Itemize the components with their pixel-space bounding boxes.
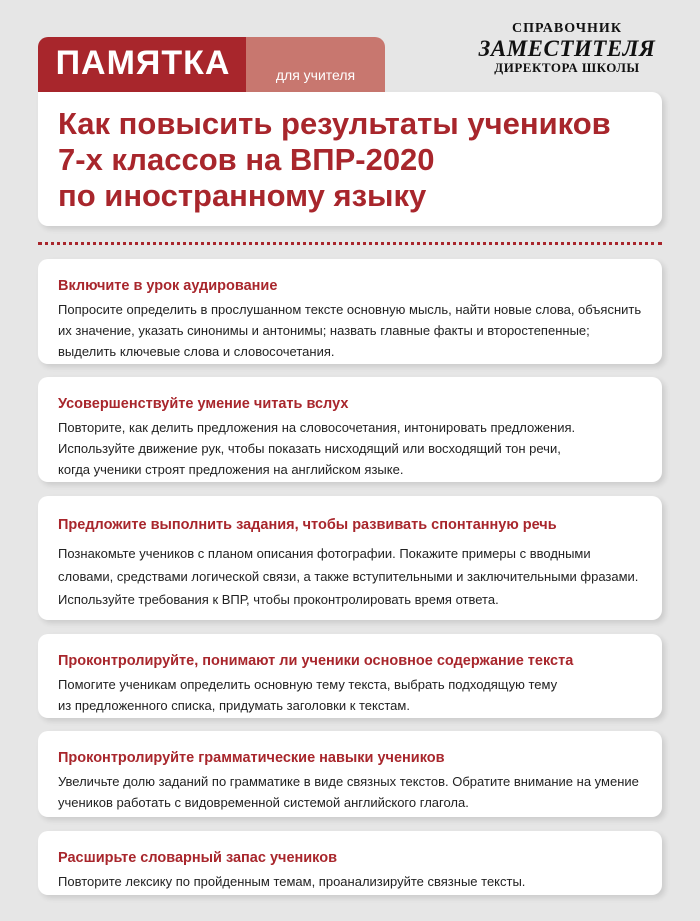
tip-heading: Проконтролируйте грамматические навыки учеников: [58, 750, 445, 766]
tip-text-line: Познакомьте учеников с планом описания фотографии. Покажите примеры с вводными: [58, 546, 591, 561]
tip-text-line: Повторите лексику по пройденным темам, проанализируйте связные тексты.: [58, 874, 526, 889]
title-line-3: по иностранному языку: [58, 178, 427, 213]
dotted-divider: [38, 242, 662, 245]
tip-text-line: Увеличьте долю заданий по грамматике в виде связных текстов. Обратите внимание на умение: [58, 774, 639, 789]
tip-text: [58, 299, 642, 362]
tip-text-line: выделить ключевые слова и словосочетания.: [58, 344, 335, 359]
tip-text-line: их значение, указать синонимы и антонимы; назвать главные факты и второстепенные;: [58, 323, 590, 338]
tip-text-line: Используйте движение рук, чтобы показать нисходящий или восходящий тон речи,: [58, 441, 561, 456]
logo-line-2: ЗАМЕСТИТЕЛЯ: [478, 35, 656, 61]
tip-card-grammar: [38, 731, 662, 817]
publication-logo: [472, 22, 662, 74]
tip-text-line: Помогите ученикам определить основную тему текста, выбрать подходящую тему: [58, 677, 558, 692]
tip-text-line: из предложенного списка, придумать заголовки к текстам.: [58, 698, 410, 713]
tip-text: [58, 417, 642, 480]
tip-text: [58, 771, 642, 813]
title-line-1: Как повысить результаты учеников: [58, 106, 611, 141]
tip-heading: Расширьте словарный запас учеников: [58, 850, 338, 866]
tip-card-text-comprehension: [38, 634, 662, 718]
tip-text: [58, 542, 642, 611]
tip-heading: Усовершенствуйте умение читать вслух: [58, 396, 349, 412]
title-card: [38, 92, 662, 226]
tip-text-line: Повторите, как делить предложения на словосочетания, интонировать предложения.: [58, 420, 576, 435]
tip-text-line: когда ученики строят предложения на английском языке.: [58, 462, 404, 477]
logo-line-3: ДИРЕКТОРА ШКОЛЫ: [494, 59, 640, 75]
tip-text-line: Используйте требования к ВПР, чтобы проконтролировать время ответа.: [58, 592, 499, 607]
memo-tab-audience: для учителя: [246, 37, 385, 92]
tip-text: [58, 871, 642, 892]
tip-card-reading-aloud: [38, 377, 662, 482]
tip-card-vocabulary: [38, 831, 662, 895]
logo-line-1: СПРАВОЧНИК: [512, 21, 622, 36]
tip-card-spontaneous-speech: [38, 496, 662, 620]
tip-card-listening: [38, 259, 662, 364]
page-title: [58, 106, 662, 214]
tip-heading: Включите в урок аудирование: [58, 278, 278, 294]
tip-heading: Предложите выполнить задания, чтобы развивать спонтанную речь: [58, 517, 557, 533]
memo-tab-label: ПАМЯТКА: [38, 37, 248, 92]
tip-text-line: словами, средствами логической связи, а также вступительными и заключительными фразами.: [58, 569, 639, 584]
tip-heading: Проконтролируйте, понимают ли ученики основное содержание текста: [58, 653, 574, 669]
tip-text-line: Попросите определить в прослушанном тексте основную мысль, найти новые слова, объяснить: [58, 302, 642, 317]
tip-text-line: учеников работать с видовременной системой английского глагола.: [58, 795, 469, 810]
tip-text: [58, 674, 642, 716]
title-line-2: 7-х классов на ВПР-2020: [58, 142, 435, 177]
